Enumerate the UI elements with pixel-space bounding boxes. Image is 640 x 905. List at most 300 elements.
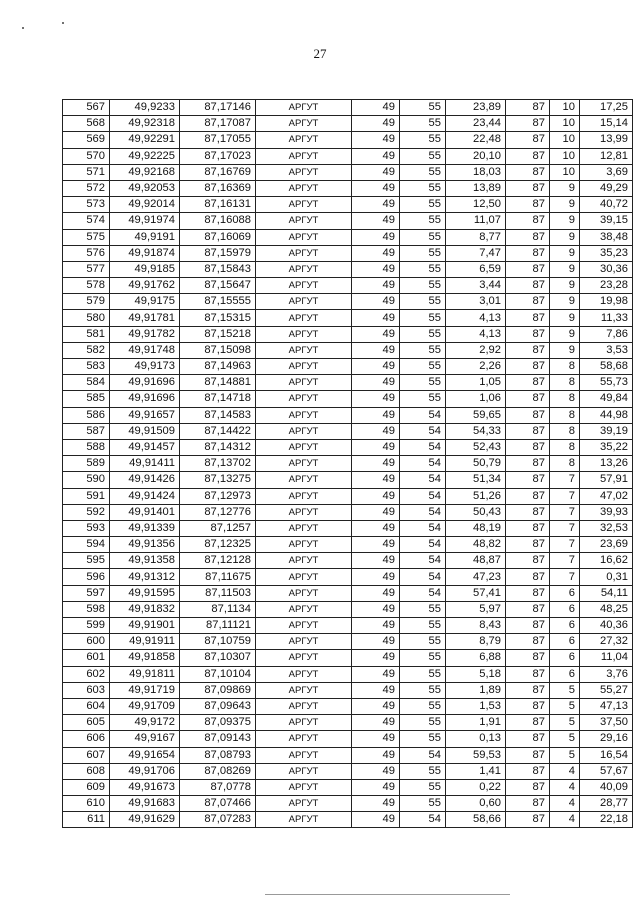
row-number-cell: 597	[63, 585, 110, 601]
name-cell: АРГУТ	[256, 698, 352, 714]
lat-minutes-cell: 55	[400, 310, 446, 326]
lon-minutes-cell: 10	[550, 116, 580, 132]
name-cell: АРГУТ	[256, 132, 352, 148]
table-row	[63, 423, 633, 439]
lon-seconds-cell: 48,25	[580, 601, 633, 617]
lat-degrees-cell: 49	[352, 763, 400, 779]
lon-seconds-cell: 0,31	[580, 569, 633, 585]
lat-seconds-cell: 12,50	[446, 197, 506, 213]
lat-minutes-cell: 54	[400, 439, 446, 455]
lon-seconds-cell: 13,26	[580, 456, 633, 472]
row-number-cell: 609	[63, 779, 110, 795]
table-row	[63, 229, 633, 245]
row-number-cell: 577	[63, 261, 110, 277]
table-row	[63, 796, 633, 812]
name-cell: АРГУТ	[256, 326, 352, 342]
table-row	[63, 197, 633, 213]
row-number-cell: 574	[63, 213, 110, 229]
lon-seconds-cell: 44,98	[580, 407, 633, 423]
lat-seconds-cell: 8,77	[446, 229, 506, 245]
row-number-cell: 594	[63, 537, 110, 553]
longitude-cell: 87,14881	[180, 375, 256, 391]
longitude-cell: 87,0778	[180, 779, 256, 795]
longitude-cell: 87,14718	[180, 391, 256, 407]
lon-seconds-cell: 40,72	[580, 197, 633, 213]
table-row	[63, 375, 633, 391]
row-number-cell: 582	[63, 342, 110, 358]
row-number-cell: 584	[63, 375, 110, 391]
name-cell: АРГУТ	[256, 407, 352, 423]
lon-seconds-cell: 11,04	[580, 650, 633, 666]
longitude-cell: 87,14422	[180, 423, 256, 439]
lat-minutes-cell: 55	[400, 601, 446, 617]
lat-seconds-cell: 23,89	[446, 100, 506, 116]
lon-degrees-cell: 87	[506, 537, 550, 553]
lat-degrees-cell: 49	[352, 132, 400, 148]
lat-minutes-cell: 55	[400, 650, 446, 666]
lon-minutes-cell: 6	[550, 666, 580, 682]
latitude-cell: 49,91657	[110, 407, 180, 423]
name-cell: АРГУТ	[256, 666, 352, 682]
lon-degrees-cell: 87	[506, 666, 550, 682]
longitude-cell: 87,1257	[180, 520, 256, 536]
row-number-cell: 602	[63, 666, 110, 682]
lat-seconds-cell: 52,43	[446, 439, 506, 455]
lat-minutes-cell: 55	[400, 164, 446, 180]
lon-degrees-cell: 87	[506, 213, 550, 229]
lat-degrees-cell: 49	[352, 715, 400, 731]
name-cell: АРГУТ	[256, 261, 352, 277]
lat-degrees-cell: 49	[352, 682, 400, 698]
lon-degrees-cell: 87	[506, 100, 550, 116]
table-row	[63, 779, 633, 795]
table-row	[63, 585, 633, 601]
table-row	[63, 261, 633, 277]
row-number-cell: 591	[63, 488, 110, 504]
lat-minutes-cell: 55	[400, 180, 446, 196]
lon-minutes-cell: 10	[550, 148, 580, 164]
lon-seconds-cell: 58,68	[580, 359, 633, 375]
lon-seconds-cell: 35,22	[580, 439, 633, 455]
lon-minutes-cell: 9	[550, 213, 580, 229]
longitude-cell: 87,10104	[180, 666, 256, 682]
longitude-cell: 87,12128	[180, 553, 256, 569]
lon-seconds-cell: 12,81	[580, 148, 633, 164]
lon-minutes-cell: 10	[550, 100, 580, 116]
lon-minutes-cell: 4	[550, 796, 580, 812]
longitude-cell: 87,07283	[180, 812, 256, 828]
row-number-cell: 595	[63, 553, 110, 569]
table-row	[63, 456, 633, 472]
lat-minutes-cell: 54	[400, 407, 446, 423]
table-row	[63, 812, 633, 828]
name-cell: АРГУТ	[256, 342, 352, 358]
lon-minutes-cell: 8	[550, 391, 580, 407]
lat-seconds-cell: 59,53	[446, 747, 506, 763]
latitude-cell: 49,9175	[110, 294, 180, 310]
lon-degrees-cell: 87	[506, 553, 550, 569]
longitude-cell: 87,16769	[180, 164, 256, 180]
lon-seconds-cell: 47,13	[580, 698, 633, 714]
lat-seconds-cell: 11,07	[446, 213, 506, 229]
lon-degrees-cell: 87	[506, 698, 550, 714]
lon-minutes-cell: 5	[550, 747, 580, 763]
lat-seconds-cell: 47,23	[446, 569, 506, 585]
latitude-cell: 49,9233	[110, 100, 180, 116]
lon-minutes-cell: 10	[550, 132, 580, 148]
latitude-cell: 49,91719	[110, 682, 180, 698]
lat-degrees-cell: 49	[352, 698, 400, 714]
lat-degrees-cell: 49	[352, 213, 400, 229]
lat-degrees-cell: 49	[352, 537, 400, 553]
lon-seconds-cell: 27,32	[580, 634, 633, 650]
row-number-cell: 596	[63, 569, 110, 585]
name-cell: АРГУТ	[256, 585, 352, 601]
lat-minutes-cell: 55	[400, 197, 446, 213]
longitude-cell: 87,16131	[180, 197, 256, 213]
name-cell: АРГУТ	[256, 197, 352, 213]
lat-minutes-cell: 55	[400, 261, 446, 277]
row-number-cell: 583	[63, 359, 110, 375]
lat-seconds-cell: 8,43	[446, 618, 506, 634]
row-number-cell: 579	[63, 294, 110, 310]
lon-degrees-cell: 87	[506, 796, 550, 812]
lat-minutes-cell: 55	[400, 666, 446, 682]
lat-seconds-cell: 0,60	[446, 796, 506, 812]
lat-degrees-cell: 49	[352, 569, 400, 585]
lat-minutes-cell: 54	[400, 537, 446, 553]
lat-minutes-cell: 54	[400, 472, 446, 488]
name-cell: АРГУТ	[256, 601, 352, 617]
lat-seconds-cell: 51,26	[446, 488, 506, 504]
latitude-cell: 49,9167	[110, 731, 180, 747]
lon-degrees-cell: 87	[506, 359, 550, 375]
lon-degrees-cell: 87	[506, 245, 550, 261]
lon-degrees-cell: 87	[506, 278, 550, 294]
latitude-cell: 49,91709	[110, 698, 180, 714]
lon-seconds-cell: 55,73	[580, 375, 633, 391]
row-number-cell: 573	[63, 197, 110, 213]
page-number: 27	[313, 46, 327, 61]
lon-seconds-cell: 23,28	[580, 278, 633, 294]
row-number-cell: 572	[63, 180, 110, 196]
name-cell: АРГУТ	[256, 456, 352, 472]
lon-minutes-cell: 9	[550, 229, 580, 245]
lon-minutes-cell: 8	[550, 375, 580, 391]
lat-seconds-cell: 3,44	[446, 278, 506, 294]
name-cell: АРГУТ	[256, 423, 352, 439]
table-row	[63, 520, 633, 536]
lon-seconds-cell: 57,91	[580, 472, 633, 488]
latitude-cell: 49,92053	[110, 180, 180, 196]
longitude-cell: 87,11675	[180, 569, 256, 585]
latitude-cell: 49,91696	[110, 375, 180, 391]
table-row	[63, 472, 633, 488]
lon-degrees-cell: 87	[506, 601, 550, 617]
lat-minutes-cell: 55	[400, 278, 446, 294]
row-number-cell: 598	[63, 601, 110, 617]
lon-minutes-cell: 9	[550, 245, 580, 261]
latitude-cell: 49,91762	[110, 278, 180, 294]
lon-minutes-cell: 8	[550, 456, 580, 472]
latitude-cell: 49,9185	[110, 261, 180, 277]
name-cell: АРГУТ	[256, 164, 352, 180]
lon-degrees-cell: 87	[506, 812, 550, 828]
lat-seconds-cell: 48,82	[446, 537, 506, 553]
lat-minutes-cell: 55	[400, 682, 446, 698]
lon-seconds-cell: 16,54	[580, 747, 633, 763]
lon-degrees-cell: 87	[506, 310, 550, 326]
lon-degrees-cell: 87	[506, 294, 550, 310]
lat-degrees-cell: 49	[352, 245, 400, 261]
table-row	[63, 213, 633, 229]
lon-minutes-cell: 4	[550, 763, 580, 779]
lon-degrees-cell: 87	[506, 779, 550, 795]
lon-degrees-cell: 87	[506, 439, 550, 455]
lat-minutes-cell: 54	[400, 812, 446, 828]
row-number-cell: 600	[63, 634, 110, 650]
row-number-cell: 571	[63, 164, 110, 180]
longitude-cell: 87,08269	[180, 763, 256, 779]
table-row	[63, 245, 633, 261]
lat-degrees-cell: 49	[352, 116, 400, 132]
lon-minutes-cell: 9	[550, 294, 580, 310]
lat-degrees-cell: 49	[352, 229, 400, 245]
row-number-cell: 605	[63, 715, 110, 731]
lon-minutes-cell: 5	[550, 715, 580, 731]
latitude-cell: 49,91629	[110, 812, 180, 828]
latitude-cell: 49,91974	[110, 213, 180, 229]
lat-minutes-cell: 55	[400, 715, 446, 731]
latitude-cell: 49,91401	[110, 504, 180, 520]
lat-minutes-cell: 54	[400, 553, 446, 569]
row-number-cell: 570	[63, 148, 110, 164]
lon-seconds-cell: 3,69	[580, 164, 633, 180]
scan-speck	[62, 22, 64, 24]
lon-degrees-cell: 87	[506, 488, 550, 504]
lon-minutes-cell: 6	[550, 618, 580, 634]
lat-minutes-cell: 54	[400, 569, 446, 585]
table-row	[63, 666, 633, 682]
lat-minutes-cell: 54	[400, 747, 446, 763]
row-number-cell: 581	[63, 326, 110, 342]
table-row	[63, 715, 633, 731]
table-row	[63, 278, 633, 294]
lon-seconds-cell: 3,76	[580, 666, 633, 682]
lon-seconds-cell: 47,02	[580, 488, 633, 504]
lon-minutes-cell: 8	[550, 407, 580, 423]
lat-seconds-cell: 57,41	[446, 585, 506, 601]
lat-seconds-cell: 18,03	[446, 164, 506, 180]
lon-seconds-cell: 11,33	[580, 310, 633, 326]
lon-seconds-cell: 39,19	[580, 423, 633, 439]
longitude-cell: 87,07466	[180, 796, 256, 812]
lon-seconds-cell: 55,27	[580, 682, 633, 698]
lon-minutes-cell: 7	[550, 504, 580, 520]
lon-seconds-cell: 54,11	[580, 585, 633, 601]
longitude-cell: 87,09869	[180, 682, 256, 698]
longitude-cell: 87,14312	[180, 439, 256, 455]
latitude-cell: 49,91748	[110, 342, 180, 358]
lat-seconds-cell: 5,97	[446, 601, 506, 617]
lat-degrees-cell: 49	[352, 456, 400, 472]
lat-seconds-cell: 50,79	[446, 456, 506, 472]
name-cell: АРГУТ	[256, 148, 352, 164]
lat-seconds-cell: 4,13	[446, 326, 506, 342]
lon-seconds-cell: 39,15	[580, 213, 633, 229]
lon-degrees-cell: 87	[506, 375, 550, 391]
longitude-cell: 87,08793	[180, 747, 256, 763]
table-row	[63, 116, 633, 132]
lat-degrees-cell: 49	[352, 148, 400, 164]
lon-minutes-cell: 9	[550, 342, 580, 358]
lat-degrees-cell: 49	[352, 261, 400, 277]
lon-degrees-cell: 87	[506, 423, 550, 439]
lon-seconds-cell: 23,69	[580, 537, 633, 553]
row-number-cell: 580	[63, 310, 110, 326]
lon-minutes-cell: 9	[550, 278, 580, 294]
longitude-cell: 87,17087	[180, 116, 256, 132]
lon-minutes-cell: 4	[550, 779, 580, 795]
name-cell: АРГУТ	[256, 180, 352, 196]
lon-degrees-cell: 87	[506, 164, 550, 180]
longitude-cell: 87,16088	[180, 213, 256, 229]
lat-seconds-cell: 2,26	[446, 359, 506, 375]
latitude-cell: 49,91858	[110, 650, 180, 666]
lat-seconds-cell: 7,47	[446, 245, 506, 261]
latitude-cell: 49,91832	[110, 601, 180, 617]
name-cell: АРГУТ	[256, 520, 352, 536]
lat-degrees-cell: 49	[352, 666, 400, 682]
lat-minutes-cell: 55	[400, 618, 446, 634]
name-cell: АРГУТ	[256, 747, 352, 763]
lat-degrees-cell: 49	[352, 779, 400, 795]
latitude-cell: 49,91457	[110, 439, 180, 455]
latitude-cell: 49,91874	[110, 245, 180, 261]
lat-minutes-cell: 54	[400, 423, 446, 439]
lat-degrees-cell: 49	[352, 423, 400, 439]
longitude-cell: 87,14583	[180, 407, 256, 423]
lon-seconds-cell: 32,53	[580, 520, 633, 536]
row-number-cell: 592	[63, 504, 110, 520]
lat-seconds-cell: 54,33	[446, 423, 506, 439]
latitude-cell: 49,91424	[110, 488, 180, 504]
lon-degrees-cell: 87	[506, 407, 550, 423]
row-number-cell: 606	[63, 731, 110, 747]
lon-minutes-cell: 9	[550, 310, 580, 326]
lon-seconds-cell: 13,99	[580, 132, 633, 148]
lon-seconds-cell: 37,50	[580, 715, 633, 731]
bottom-rule	[265, 894, 510, 895]
lat-degrees-cell: 49	[352, 342, 400, 358]
table-row	[63, 439, 633, 455]
lon-minutes-cell: 6	[550, 650, 580, 666]
lon-degrees-cell: 87	[506, 569, 550, 585]
name-cell: АРГУТ	[256, 213, 352, 229]
longitude-cell: 87,09143	[180, 731, 256, 747]
table-row	[63, 650, 633, 666]
lat-degrees-cell: 49	[352, 796, 400, 812]
latitude-cell: 49,91911	[110, 634, 180, 650]
longitude-cell: 87,15315	[180, 310, 256, 326]
lat-minutes-cell: 54	[400, 456, 446, 472]
lat-seconds-cell: 8,79	[446, 634, 506, 650]
latitude-cell: 49,9173	[110, 359, 180, 375]
lat-degrees-cell: 49	[352, 278, 400, 294]
row-number-cell: 568	[63, 116, 110, 132]
row-number-cell: 585	[63, 391, 110, 407]
row-number-cell: 603	[63, 682, 110, 698]
lon-seconds-cell: 40,09	[580, 779, 633, 795]
table-row	[63, 698, 633, 714]
table-row	[63, 391, 633, 407]
lon-minutes-cell: 7	[550, 569, 580, 585]
lat-minutes-cell: 54	[400, 504, 446, 520]
lat-seconds-cell: 22,48	[446, 132, 506, 148]
table-row	[63, 294, 633, 310]
lat-seconds-cell: 2,92	[446, 342, 506, 358]
table-body	[63, 100, 633, 828]
lat-degrees-cell: 49	[352, 391, 400, 407]
lon-degrees-cell: 87	[506, 456, 550, 472]
table-row	[63, 731, 633, 747]
lat-minutes-cell: 55	[400, 132, 446, 148]
longitude-cell: 87,13702	[180, 456, 256, 472]
latitude-cell: 49,91901	[110, 618, 180, 634]
name-cell: АРГУТ	[256, 310, 352, 326]
table-row	[63, 164, 633, 180]
longitude-cell: 87,17146	[180, 100, 256, 116]
lat-degrees-cell: 49	[352, 520, 400, 536]
row-number-cell: 567	[63, 100, 110, 116]
lon-minutes-cell: 8	[550, 423, 580, 439]
row-number-cell: 588	[63, 439, 110, 455]
table-row	[63, 326, 633, 342]
lon-degrees-cell: 87	[506, 472, 550, 488]
lon-seconds-cell: 15,14	[580, 116, 633, 132]
lat-minutes-cell: 55	[400, 213, 446, 229]
table-row	[63, 488, 633, 504]
lon-degrees-cell: 87	[506, 326, 550, 342]
table-row	[63, 634, 633, 650]
latitude-cell: 49,91411	[110, 456, 180, 472]
table-row	[63, 618, 633, 634]
lon-minutes-cell: 6	[550, 634, 580, 650]
row-number-cell: 593	[63, 520, 110, 536]
longitude-cell: 87,15979	[180, 245, 256, 261]
longitude-cell: 87,11503	[180, 585, 256, 601]
coordinates-table	[62, 99, 633, 828]
lat-seconds-cell: 48,87	[446, 553, 506, 569]
lat-minutes-cell: 55	[400, 326, 446, 342]
lon-minutes-cell: 6	[550, 601, 580, 617]
table-row	[63, 553, 633, 569]
latitude-cell: 49,9172	[110, 715, 180, 731]
name-cell: АРГУТ	[256, 359, 352, 375]
lon-seconds-cell: 28,77	[580, 796, 633, 812]
name-cell: АРГУТ	[256, 245, 352, 261]
lat-seconds-cell: 1,06	[446, 391, 506, 407]
lon-minutes-cell: 5	[550, 698, 580, 714]
lat-minutes-cell: 55	[400, 796, 446, 812]
lon-minutes-cell: 7	[550, 472, 580, 488]
lat-degrees-cell: 49	[352, 294, 400, 310]
lon-degrees-cell: 87	[506, 585, 550, 601]
lon-minutes-cell: 9	[550, 180, 580, 196]
lat-degrees-cell: 49	[352, 601, 400, 617]
lat-degrees-cell: 49	[352, 407, 400, 423]
name-cell: АРГУТ	[256, 537, 352, 553]
